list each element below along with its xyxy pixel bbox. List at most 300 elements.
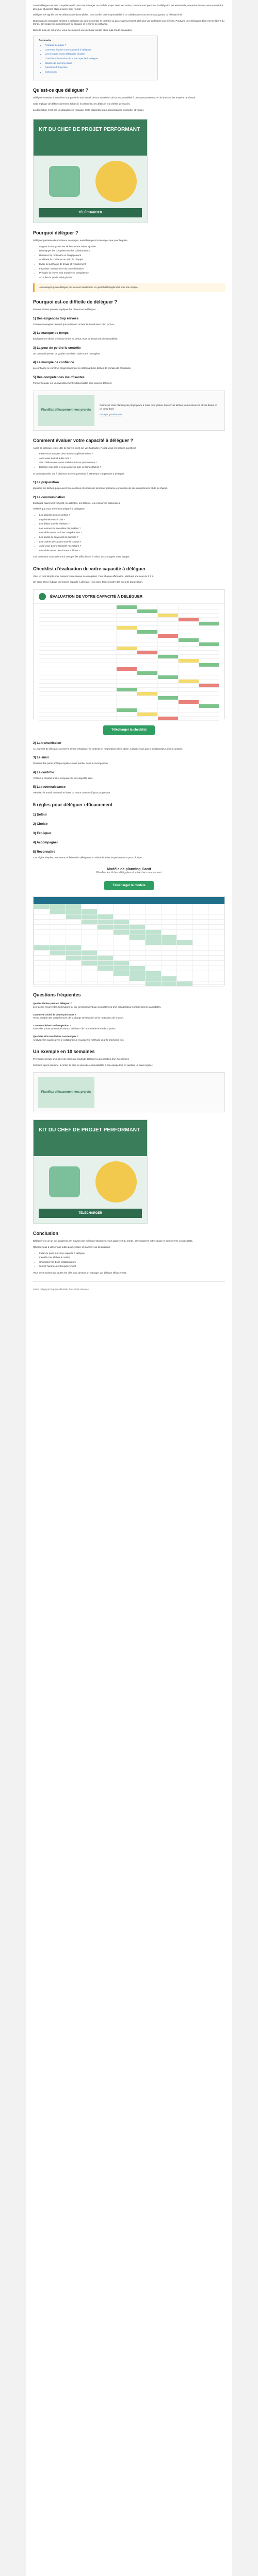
evaluation-cell bbox=[116, 675, 137, 679]
evaluation-row-label bbox=[39, 622, 116, 625]
template-cell bbox=[145, 956, 161, 960]
template-row bbox=[34, 976, 224, 981]
evaluation-table-image bbox=[33, 589, 225, 719]
evaluation-row bbox=[39, 663, 219, 667]
evaluation-row-label bbox=[39, 717, 116, 720]
section-paragraph: Un score élevé indique une bonne capacité à déléguer ; un score faible montre des axes de progression. bbox=[33, 581, 143, 584]
promo-banner[interactable] bbox=[33, 119, 148, 223]
evaluation-row-label bbox=[39, 642, 116, 646]
evaluation-row-label bbox=[39, 659, 116, 663]
section-title: Questions fréquentes bbox=[33, 992, 81, 998]
promo-download-button[interactable]: TÉLÉCHARGER bbox=[39, 208, 142, 218]
evaluation-cell bbox=[178, 717, 199, 720]
template-cell bbox=[208, 940, 224, 945]
evaluation-cell bbox=[116, 605, 137, 609]
evaluation-row-label bbox=[39, 700, 116, 704]
template-cell bbox=[145, 909, 161, 914]
evaluation-cell bbox=[178, 626, 199, 630]
evaluation-cell bbox=[116, 630, 137, 634]
toc-item[interactable]: • Conclusion bbox=[45, 71, 152, 74]
evaluation-row bbox=[39, 684, 219, 688]
evaluation-row-label bbox=[39, 609, 116, 613]
template-cell bbox=[129, 961, 145, 965]
template-cell bbox=[113, 920, 129, 924]
list-item: • Préparer la relève et la montée en compétence bbox=[39, 272, 225, 275]
template-cell bbox=[129, 945, 145, 950]
section-title: Pourquoi déléguer ? bbox=[33, 230, 78, 236]
template-cell bbox=[161, 909, 177, 914]
template-cell bbox=[113, 925, 129, 929]
conclusion-list bbox=[33, 1252, 225, 1268]
section-paragraph: Expliquer une tâche prend du temps au début, mais ce temps est vite rentabilisé. bbox=[33, 337, 118, 341]
evaluation-cell bbox=[137, 614, 157, 617]
template-cell bbox=[50, 904, 66, 909]
template-cell bbox=[176, 966, 192, 971]
template-cell bbox=[113, 971, 129, 976]
evaluation-cell bbox=[157, 708, 178, 712]
template-cell bbox=[50, 930, 66, 935]
evaluation-row bbox=[39, 708, 219, 713]
evaluation-cell bbox=[199, 680, 219, 683]
template-cell bbox=[97, 961, 113, 965]
evaluation-cell bbox=[178, 622, 199, 625]
evaluation-row bbox=[39, 692, 219, 696]
subsection-title: 1) Des exigences trop élevées bbox=[33, 316, 79, 320]
evaluation-row bbox=[39, 667, 219, 671]
evaluation-row bbox=[39, 614, 219, 618]
template-cell bbox=[81, 930, 97, 935]
evaluation-cell bbox=[199, 655, 219, 658]
template-cell bbox=[208, 909, 224, 914]
subsection-title: 2) Le manque de temps bbox=[33, 331, 69, 335]
evaluation-cell bbox=[157, 634, 178, 638]
evaluation-cell bbox=[199, 614, 219, 617]
list-item: • Faites-vous souvent des heures supplémentaires ? bbox=[39, 452, 225, 456]
template-row bbox=[34, 904, 224, 909]
section-paragraph: Plusieurs freins peuvent expliquer les réticences à déléguer. bbox=[33, 308, 96, 311]
evaluation-cell bbox=[116, 700, 137, 704]
template-cell bbox=[34, 914, 50, 919]
template-cell bbox=[129, 976, 145, 981]
promo-banner[interactable] bbox=[33, 1120, 148, 1224]
evaluation-cell bbox=[178, 713, 199, 716]
evaluation-cell bbox=[178, 671, 199, 675]
template-cell bbox=[66, 909, 82, 914]
template-cell bbox=[161, 966, 177, 971]
evaluation-cell bbox=[116, 692, 137, 696]
evaluation-cell bbox=[137, 663, 157, 667]
section-paragraph: Valorisez le travail accompli et faites un retour constructif pour progresser. bbox=[33, 791, 111, 794]
list-item: • Le périmètre est-il clair ? bbox=[39, 518, 225, 522]
evaluation-cell bbox=[157, 684, 178, 687]
evaluation-cell bbox=[178, 684, 199, 687]
evaluation-cell bbox=[157, 667, 178, 671]
template-cell bbox=[192, 981, 208, 986]
evaluation-row bbox=[39, 713, 219, 717]
template-cell bbox=[192, 920, 208, 924]
template-cell bbox=[34, 971, 50, 976]
template-cell bbox=[113, 935, 129, 940]
template-cell bbox=[208, 925, 224, 929]
template-cell bbox=[113, 956, 129, 960]
template-cell bbox=[176, 909, 192, 914]
template-cell bbox=[129, 981, 145, 986]
template-cell bbox=[97, 976, 113, 981]
list-item: • Suivez l'avancement régulièrement bbox=[39, 1265, 225, 1268]
evaluation-cell bbox=[116, 696, 137, 700]
section-paragraph: N'hésitez pas à utiliser nos outils pour évaluer et planifier vos délégations. bbox=[33, 1245, 111, 1248]
template-cell bbox=[66, 976, 82, 981]
evaluation-cell bbox=[157, 692, 178, 696]
evaluation-cell bbox=[116, 655, 137, 658]
template-cell bbox=[176, 981, 192, 986]
template-cell bbox=[113, 940, 129, 945]
download-checklist-button[interactable]: Télécharger la checklist bbox=[103, 725, 155, 735]
template-cell bbox=[34, 930, 50, 935]
template-cell bbox=[145, 930, 161, 935]
template-cell bbox=[66, 966, 82, 971]
template-header-bar bbox=[34, 897, 224, 904]
evaluation-row bbox=[39, 618, 219, 622]
template-cell bbox=[176, 925, 192, 929]
template-cell bbox=[66, 956, 82, 960]
evaluation-cell bbox=[116, 663, 137, 667]
faq-answer: Les tâches récurrentes, techniques ou qui correspondent aux compétences d'un collaborateur sont de bonnes candidates. bbox=[33, 1006, 162, 1008]
template-cell bbox=[192, 940, 208, 945]
evaluation-row-label bbox=[39, 671, 116, 675]
checklist bbox=[33, 514, 225, 552]
evaluation-cell bbox=[157, 618, 178, 621]
list-item: • Renforcer la motivation et l'engagement bbox=[39, 254, 225, 258]
evaluation-cell bbox=[116, 642, 137, 646]
evaluation-row-label bbox=[39, 675, 116, 679]
promo-headline: KIT DU CHEF DE PROJET PERFORMANT bbox=[34, 120, 147, 156]
evaluation-cell bbox=[137, 688, 157, 691]
template-cell bbox=[81, 966, 97, 971]
template-cell bbox=[145, 914, 161, 919]
evaluation-cell bbox=[116, 717, 137, 720]
evaluation-cell bbox=[199, 634, 219, 638]
evaluation-cell bbox=[157, 696, 178, 700]
evaluation-row bbox=[39, 700, 219, 704]
evaluation-cell bbox=[137, 651, 157, 654]
evaluation-cell bbox=[137, 618, 157, 621]
evaluation-cell bbox=[199, 671, 219, 675]
section-paragraph: La délégation n'est pas un abandon : le manager reste disponible pour accompagner, conseiller et valider. bbox=[33, 108, 144, 111]
subsection-title: 1) La préparation bbox=[33, 481, 59, 485]
evaluation-cell bbox=[137, 638, 157, 642]
template-cell bbox=[129, 966, 145, 971]
template-cell bbox=[192, 951, 208, 955]
inline-promo[interactable] bbox=[33, 1072, 225, 1112]
evaluation-cell bbox=[199, 622, 219, 625]
template-cell bbox=[208, 971, 224, 976]
template-cell bbox=[97, 914, 113, 919]
list-item: • Identifiez les tâches à confier bbox=[39, 1256, 225, 1260]
evaluation-cell bbox=[178, 680, 199, 683]
template-cell bbox=[145, 945, 161, 950]
evaluation-row bbox=[39, 688, 219, 692]
list-item: • Estimez-vous être le seul à pouvoir faire certaines tâches ? bbox=[39, 466, 225, 469]
section-paragraph: Déléguer présente de nombreux avantages, aussi bien pour le manager que pour l'équipe : bbox=[33, 239, 129, 242]
subsection-title: 3) Le suivi bbox=[33, 756, 49, 760]
evaluation-cell bbox=[178, 655, 199, 658]
evaluation-cell bbox=[116, 708, 137, 712]
template-cell bbox=[176, 971, 192, 976]
list-item: • Les points de suivi sont-ils planifiés ? bbox=[39, 536, 225, 539]
promo-download-button[interactable]: TÉLÉCHARGER bbox=[39, 1209, 142, 1218]
template-cell bbox=[34, 981, 50, 986]
evaluation-cell bbox=[116, 704, 137, 708]
evaluation-cell bbox=[157, 704, 178, 708]
template-cell bbox=[66, 981, 82, 986]
evaluation-cell bbox=[157, 609, 178, 613]
evaluation-row bbox=[39, 704, 219, 708]
template-cell bbox=[97, 956, 113, 960]
template-row bbox=[34, 940, 224, 945]
divider bbox=[33, 1281, 225, 1282]
evaluation-cell bbox=[137, 655, 157, 658]
evaluation-cell bbox=[199, 663, 219, 667]
evaluation-cell bbox=[178, 696, 199, 700]
template-cell bbox=[145, 976, 161, 981]
evaluation-cell bbox=[199, 630, 219, 634]
template-cell bbox=[50, 945, 66, 950]
template-cell bbox=[145, 920, 161, 924]
template-cell bbox=[66, 951, 82, 955]
template-cell bbox=[192, 925, 208, 929]
evaluation-cell bbox=[116, 618, 137, 621]
toc-list bbox=[39, 44, 152, 74]
faq-question: Comment choisir la bonne personne ? bbox=[33, 1013, 76, 1016]
template-cell bbox=[34, 925, 50, 929]
toc-item[interactable]: • Modèle de planning Gantt bbox=[45, 62, 152, 65]
template-cell bbox=[34, 951, 50, 955]
evaluation-cell bbox=[199, 651, 219, 654]
evaluation-cell bbox=[178, 708, 199, 712]
section-paragraph: Déléguer est un art qui s'apprend. En suivant une méthode structurée, vous gagnerez du temps, développerez votre équipe et améliorerez vos résultats. bbox=[33, 1240, 193, 1243]
template-cell bbox=[50, 961, 66, 965]
template-cell bbox=[97, 951, 113, 955]
toc-title: Sommaire bbox=[39, 39, 52, 42]
template-cell bbox=[129, 940, 145, 945]
template-cell bbox=[81, 951, 97, 955]
template-cell bbox=[81, 909, 97, 914]
template-cell bbox=[208, 951, 224, 955]
template-cell bbox=[34, 909, 50, 914]
template-cell bbox=[208, 935, 224, 940]
table-of-contents bbox=[33, 36, 158, 81]
evaluation-row bbox=[39, 655, 219, 659]
template-cell bbox=[81, 976, 97, 981]
template-cell bbox=[176, 904, 192, 909]
evaluation-cell bbox=[157, 642, 178, 646]
template-cell bbox=[81, 945, 97, 950]
template-cell bbox=[208, 961, 224, 965]
toc-item[interactable]: • Les 5 étapes d'une délégation réussie bbox=[45, 53, 152, 56]
evaluation-cell bbox=[137, 717, 157, 720]
evaluation-cell bbox=[116, 688, 137, 691]
template-row bbox=[34, 956, 224, 961]
evaluation-row-label bbox=[39, 655, 116, 658]
template-cell bbox=[176, 961, 192, 965]
evaluation-row-label bbox=[39, 634, 116, 638]
evaluation-cell bbox=[137, 626, 157, 630]
subsection-title: 4) Accompagner bbox=[33, 841, 58, 845]
template-cell bbox=[208, 976, 224, 981]
section-title: Conclusion bbox=[33, 1231, 58, 1236]
template-cell bbox=[113, 966, 129, 971]
template-cell bbox=[50, 971, 66, 976]
section-paragraph: Avant de déléguer, il est utile de faire le point sur vos habitudes. Posez-vous les bonnes questions : bbox=[33, 446, 138, 449]
evaluation-row bbox=[39, 717, 219, 721]
download-template-button[interactable]: Télécharger le modèle bbox=[104, 881, 153, 891]
template-cell bbox=[161, 956, 177, 960]
evaluation-row-label bbox=[39, 614, 116, 617]
evaluation-cell bbox=[157, 622, 178, 625]
evaluation-cell bbox=[157, 700, 178, 704]
template-cell bbox=[145, 904, 161, 909]
template-cell bbox=[176, 930, 192, 935]
template-cell bbox=[129, 956, 145, 960]
evaluation-cell bbox=[116, 634, 137, 638]
promo-link[interactable]: Essayer gratuitement bbox=[100, 413, 122, 416]
template-cell bbox=[113, 951, 129, 955]
toc-item[interactable]: • Questions fréquentes bbox=[45, 66, 152, 70]
template-cell bbox=[34, 904, 50, 909]
evaluation-row bbox=[39, 622, 219, 626]
template-row bbox=[34, 909, 224, 914]
template-cell bbox=[81, 904, 97, 909]
evaluation-title: ÉVALUATION DE VOTRE CAPACITÉ À DÉLÉGUER bbox=[50, 594, 143, 599]
template-cell bbox=[208, 945, 224, 950]
subsection-title: 4) Le contrôle bbox=[33, 770, 54, 774]
evaluation-cell bbox=[178, 651, 199, 654]
template-cell bbox=[34, 945, 50, 950]
questions-list bbox=[33, 452, 225, 469]
evaluation-row-label bbox=[39, 713, 116, 716]
template-cell bbox=[66, 914, 82, 919]
evaluation-cell bbox=[137, 630, 157, 634]
faq-question: Que faire si le résultat ne convient pas ? bbox=[33, 1035, 79, 1038]
section-paragraph: Certains managers pensent que personne ne fera le travail aussi bien qu'eux. bbox=[33, 323, 115, 326]
toc-item[interactable]: • Checklist d'évaluation de votre capacité à déléguer bbox=[45, 57, 152, 61]
evaluation-cell bbox=[116, 626, 137, 630]
benefits-list bbox=[33, 245, 225, 280]
callout-text: Un manager qui ne délègue pas devient rapidement un goulot d'étranglement pour son équipe. bbox=[39, 286, 138, 289]
template-cell bbox=[145, 935, 161, 940]
evaluation-row-label bbox=[39, 704, 116, 708]
template-cell bbox=[97, 920, 113, 924]
evaluation-cell bbox=[116, 659, 137, 663]
toc-item[interactable]: • Pourquoi déléguer ? bbox=[45, 44, 152, 47]
template-cell bbox=[161, 945, 177, 950]
template-cell bbox=[129, 920, 145, 924]
template-cell bbox=[176, 935, 192, 940]
evaluation-row-label bbox=[39, 667, 116, 671]
evaluation-cell bbox=[178, 630, 199, 634]
section-title: Un exemple en 10 semaines bbox=[33, 1049, 95, 1055]
evaluation-cell bbox=[116, 647, 137, 650]
template-cell bbox=[129, 914, 145, 919]
list-item: • Accroître la productivité globale bbox=[39, 276, 225, 280]
evaluation-cell bbox=[116, 680, 137, 683]
evaluation-cell bbox=[116, 638, 137, 642]
template-cell bbox=[192, 930, 208, 935]
template-cell bbox=[113, 976, 129, 981]
evaluation-cell bbox=[137, 609, 157, 613]
list-item: • Gagner du temps sur les tâches à forte valeur ajoutée bbox=[39, 245, 225, 249]
list-item: • Choisissez les bons collaborateurs bbox=[39, 1261, 225, 1264]
section-paragraph: Si vous répondez oui à plusieurs de ces questions, il est temps d'apprendre à déléguer. bbox=[33, 472, 125, 475]
template-cell bbox=[50, 925, 66, 929]
section-paragraph: Vérifiez le résultat final et comparez-le aux objectifs fixés. bbox=[33, 776, 93, 779]
template-cell bbox=[192, 904, 208, 909]
callout bbox=[33, 283, 225, 292]
template-row bbox=[34, 981, 224, 987]
evaluation-cell bbox=[199, 684, 219, 687]
template-cell bbox=[66, 904, 82, 909]
evaluation-cell bbox=[137, 700, 157, 704]
evaluation-cell bbox=[157, 663, 178, 667]
template-cell bbox=[34, 935, 50, 940]
toc-item[interactable]: • Comment évaluer votre capacité à déléguer bbox=[45, 48, 152, 52]
section-paragraph: Ces règles simples permettent de faire de la délégation un véritable levier de performance pour l'équipe. bbox=[33, 856, 142, 859]
evaluation-cell bbox=[137, 659, 157, 663]
template-cell bbox=[66, 945, 82, 950]
evaluation-row-label bbox=[39, 630, 116, 634]
template-cell bbox=[50, 909, 66, 914]
evaluation-row-label bbox=[39, 688, 116, 691]
evaluation-row-label bbox=[39, 692, 116, 696]
template-cell bbox=[192, 961, 208, 965]
template-cell bbox=[50, 976, 66, 981]
faq-question: Comment éviter la microgestion ? bbox=[33, 1024, 72, 1027]
evaluation-cell bbox=[157, 614, 178, 617]
evaluation-cell bbox=[199, 717, 219, 720]
evaluation-row bbox=[39, 696, 219, 700]
evaluation-cell bbox=[137, 642, 157, 646]
evaluation-cell bbox=[199, 609, 219, 613]
list-item: • Vos collaborateurs vous sollicitent-ils en permanence ? bbox=[39, 461, 225, 465]
evaluation-row-label bbox=[39, 651, 116, 654]
evaluation-row-label bbox=[39, 638, 116, 642]
template-row bbox=[34, 961, 224, 966]
evaluation-cell bbox=[178, 667, 199, 671]
evaluation-cell bbox=[157, 605, 178, 609]
evaluation-row bbox=[39, 651, 219, 655]
template-cell bbox=[97, 945, 113, 950]
template-cell bbox=[208, 966, 224, 971]
subsection-title: 2) Choisir bbox=[33, 822, 48, 826]
template-cell bbox=[113, 945, 129, 950]
template-cell bbox=[176, 956, 192, 960]
evaluation-row-label bbox=[39, 626, 116, 630]
template-cell bbox=[113, 981, 129, 986]
evaluation-cell bbox=[199, 659, 219, 663]
inline-promo[interactable] bbox=[33, 391, 225, 431]
evaluation-cell bbox=[137, 667, 157, 671]
evaluation-cell bbox=[178, 675, 199, 679]
evaluation-cell bbox=[137, 692, 157, 696]
promo-thumbnail: Planifiez efficacement vos projets bbox=[38, 1077, 94, 1108]
evaluation-cell bbox=[137, 605, 157, 609]
template-cell bbox=[161, 981, 177, 986]
evaluation-cell bbox=[178, 692, 199, 696]
section-title: Qu'est-ce que déléguer ? bbox=[33, 88, 89, 93]
section-title: Comment évaluer votre capacité à déléguer ? bbox=[33, 437, 134, 443]
template-cell bbox=[81, 956, 97, 960]
